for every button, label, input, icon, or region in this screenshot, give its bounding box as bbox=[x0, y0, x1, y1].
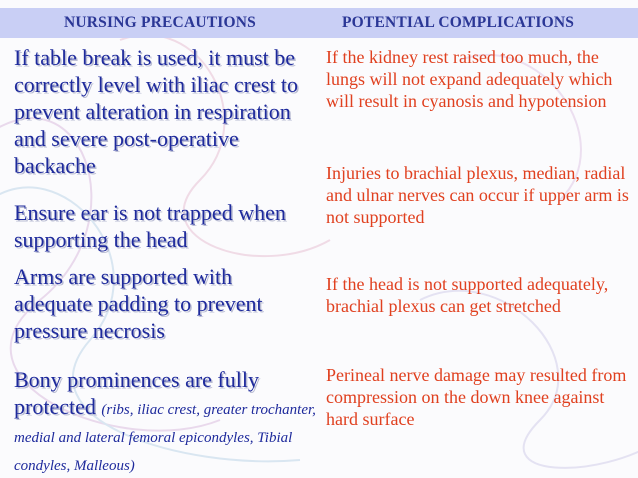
complication-text: Injuries to brachial plexus, median, radial and ulnar nerves can occur if upper arm is not supported bbox=[326, 163, 629, 227]
precaution-item bbox=[14, 263, 314, 344]
table-header bbox=[0, 8, 638, 38]
precaution-text: Bony prominences are fully protected bbox=[14, 367, 259, 419]
complication-item bbox=[326, 273, 632, 317]
precaution-text: Ensure ear is not trapped when supporting the head bbox=[14, 200, 286, 252]
precaution-text: If table break is used, it must be correctly level with iliac crest to prevent alteration in respiration and severe post-operative backache bbox=[14, 45, 299, 178]
precaution-note: (ribs, iliac crest, greater trochanter, medial and lateral femoral epicondyles, Tibial condyles, Malleous) bbox=[14, 402, 316, 474]
complication-item bbox=[326, 364, 632, 430]
complication-text: Perineal nerve damage may resulted from compression on the down knee against hard surface bbox=[326, 365, 627, 429]
header-potential-complications: POTENTIAL COMPLICATIONS bbox=[342, 14, 575, 31]
complication-text: If the kidney rest raised too much, the lungs will not expand adequately which will result in cyanosis and hypotension bbox=[326, 47, 613, 111]
precaution-item bbox=[14, 366, 318, 477]
header-nursing-precautions: NURSING PRECAUTIONS bbox=[64, 14, 256, 31]
precaution-item bbox=[14, 44, 314, 179]
complication-item bbox=[326, 46, 632, 112]
precaution-item bbox=[14, 199, 314, 253]
precaution-text: Arms are supported with adequate padding to prevent pressure necrosis bbox=[14, 264, 263, 343]
complication-text: If the head is not supported adequately, brachial plexus can get stretched bbox=[326, 274, 609, 316]
complication-item bbox=[326, 162, 632, 228]
precaution-text-with-note bbox=[14, 366, 318, 477]
